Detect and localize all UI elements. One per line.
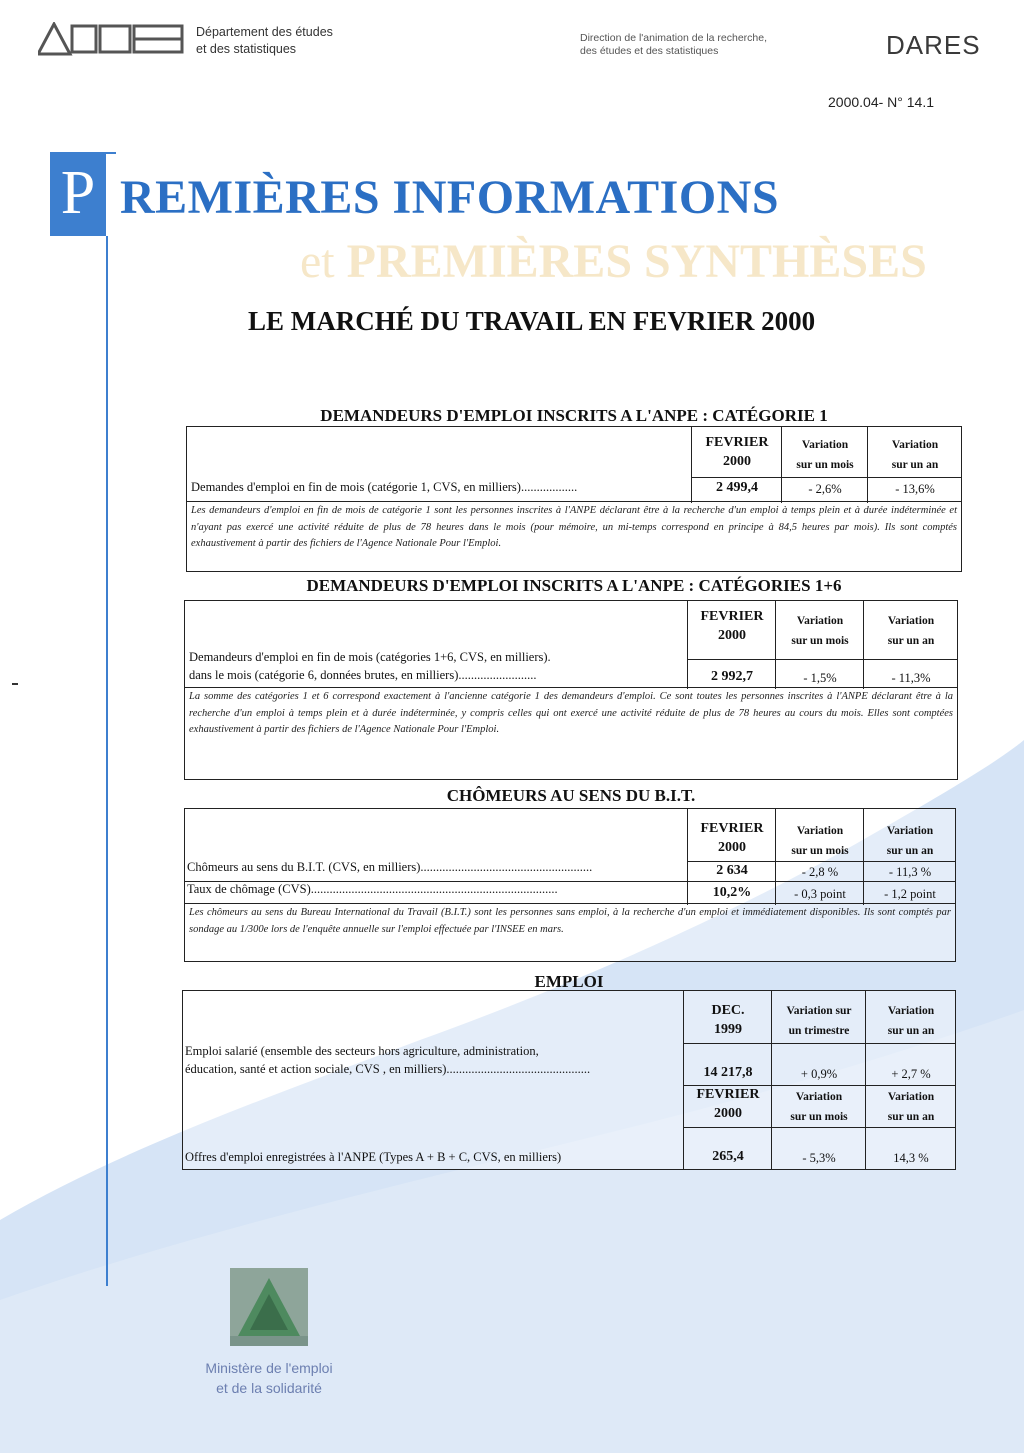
- direction-label: [580, 32, 767, 58]
- masthead-top-rule: [106, 152, 116, 154]
- header-line: Variation: [886, 825, 934, 837]
- section-3-row-1-value-1: 2 634: [716, 863, 748, 878]
- section-3-col3-header: [865, 821, 955, 861]
- ministry-logo: [230, 1268, 308, 1346]
- section-3-row-2-label: Taux de chômage (CVS)...............................................................................: [187, 882, 558, 896]
- section-1-note: Les demandeurs d'emploi en fin de mois de catégorie 1 sont les personnes inscrites à l'ANPE déclarant être à la recherche d'un emploi à temps plein et à durée indéterminée et n'ayant pas exercé une activité réduite de plus de 78 heures dans le mois (pour mémoire, un mi-temps correspond en principe à 84,5 heures par mois). Ils sont comptés exhaustivement à partir des fichiers de l'Agence Nationale Pour l'Emploi.: [191, 505, 957, 549]
- section-1-value-1: 2 499,4: [716, 480, 758, 495]
- section-4-colB2-header: [773, 1087, 865, 1127]
- section-4-row-1-value-2: + 0,9%: [800, 1067, 838, 1081]
- section-1-value-3: - 13,6%: [895, 482, 935, 496]
- section-1-header-rule: [691, 477, 961, 478]
- section-3-row-2-value-2: - 0,3 point: [794, 887, 846, 901]
- section-4-row-2-value-3: 14,3 %: [893, 1151, 929, 1165]
- section-4-row-2-value-1: 265,4: [712, 1149, 744, 1164]
- section-4-col-divider-3: [865, 991, 866, 1169]
- section-1-row-label: Demandes d'emploi en fin de mois (catégorie 1, CVS, en milliers)..................: [191, 480, 578, 494]
- header-line: un trimestre: [788, 1025, 850, 1037]
- header-line: sur un mois: [796, 459, 854, 471]
- section-1-table: [186, 426, 962, 572]
- header-line: sur un an: [891, 459, 939, 471]
- header-line: Variation: [887, 1005, 935, 1017]
- header-line: Variation: [796, 615, 844, 627]
- section-4-colA1-header: [685, 1001, 771, 1039]
- section-2-row-label-2: dans le mois (catégorie 6, données brutes, en milliers).........................: [189, 668, 537, 682]
- header-line: Variation: [891, 439, 939, 451]
- section-4-row-1-label-1: Emploi salarié (ensemble des secteurs hors agriculture, administration,: [185, 1044, 539, 1058]
- header-line: FEVRIER: [700, 821, 764, 836]
- header-line: FEVRIER: [700, 609, 764, 624]
- section-3-col1-header: [689, 819, 775, 857]
- direction-line-2: des études et des statistiques: [580, 45, 719, 57]
- section-1-col2-header: [783, 435, 867, 475]
- section-4-row-2-value-2: - 5,3%: [802, 1151, 836, 1165]
- section-4-header-rule-a: [683, 1043, 955, 1044]
- ministry-label: [186, 1358, 352, 1398]
- direction-line-1: Direction de l'animation de la recherche,: [580, 32, 768, 44]
- issue-number: 2000.04- N° 14.1: [828, 94, 935, 110]
- header-line: sur un an: [886, 845, 934, 857]
- section-3-col-divider-1: [687, 809, 688, 905]
- header-line: Variation: [801, 439, 849, 451]
- section-2-value-1: 2 992,7: [711, 669, 753, 684]
- section-4-heading: EMPLOI: [534, 972, 604, 991]
- section-2-col-divider-2: [775, 601, 776, 689]
- section-3-note-rule: [185, 903, 955, 904]
- header-line: FEVRIER: [696, 1087, 760, 1102]
- header-line: Variation: [887, 615, 935, 627]
- section-4-row-1-value-3: + 2,7 %: [891, 1067, 931, 1081]
- department-label: [196, 24, 333, 58]
- section-3-row-2-value-1: 10,2%: [712, 885, 752, 900]
- ministry-line-1: Ministère de l'emploi: [205, 1360, 333, 1376]
- section-2-col1-header: [689, 607, 775, 645]
- section-2-col-divider-1: [687, 601, 688, 689]
- section-3-table: [184, 808, 956, 962]
- section-1-note-rule: [187, 501, 961, 502]
- page-title: LE MARCHÉ DU TRAVAIL EN FEVRIER 2000: [248, 306, 816, 336]
- section-4-colB3-header: [867, 1087, 955, 1127]
- section-4-header-rule-b: [683, 1127, 955, 1128]
- section-4-colB1-header: [685, 1085, 771, 1123]
- header-line: DEC.: [711, 1003, 745, 1018]
- masthead-side-rule: [106, 236, 108, 1286]
- section-4-row-1-label-2: éducation, santé et action sociale, CVS , en milliers)..............................................: [185, 1062, 591, 1076]
- margin-mark: [12, 683, 18, 685]
- masthead-subtitle: [300, 234, 927, 289]
- header-line: Variation: [796, 825, 844, 837]
- header-line: 2000: [718, 628, 746, 643]
- header-line: Variation: [887, 1091, 935, 1103]
- section-2-value-3: - 11,3%: [891, 671, 931, 685]
- section-2-table: [184, 600, 958, 780]
- section-4-colA2-header: [773, 1001, 865, 1041]
- header-line: sur un an: [887, 1025, 935, 1037]
- section-3-note: Les chômeurs au sens du Bureau International du Travail (B.I.T.) sont les personnes sans emploi, à la recherche d'un emploi et immédiatement disponibles. Ils sont comptés par sondage au 1/300e lors de l'enquête annuelle sur l'emploi effectuée par l'INSEE en mars.: [189, 907, 951, 935]
- section-3-row-1-value-3: - 11,3 %: [888, 865, 932, 879]
- section-3-row-2-value-3: - 1,2 point: [884, 887, 936, 901]
- section-2-value-2: - 1,5%: [803, 671, 837, 685]
- header-line: sur un an: [887, 1111, 935, 1123]
- section-4-col-divider-2: [771, 991, 772, 1169]
- header-line: sur un an: [887, 635, 935, 647]
- section-4-row-1-value-1: 14 217,8: [703, 1065, 753, 1080]
- section-1-col1-header: [693, 433, 781, 471]
- dept-line-2: et des statistiques: [196, 42, 297, 56]
- header-line: sur un mois: [791, 845, 849, 857]
- header-line: sur un mois: [791, 635, 849, 647]
- section-1-col-divider-3: [867, 427, 868, 503]
- header-line: FEVRIER: [705, 435, 769, 450]
- section-1-col-divider-1: [691, 427, 692, 503]
- section-2-note-rule: [185, 687, 957, 688]
- section-1-col3-header: [869, 435, 961, 475]
- section-2-header-rule: [687, 659, 957, 660]
- masthead-title: REMIÈRES INFORMATIONS: [120, 171, 780, 224]
- section-3-heading: CHÔMEURS AU SENS DU B.I.T.: [446, 786, 696, 805]
- section-2-heading: DEMANDEURS D'EMPLOI INSCRITS A L'ANPE : CATÉGORIES 1+6: [306, 576, 842, 595]
- dares-label: DARES: [886, 30, 981, 60]
- section-1-value-2: - 2,6%: [808, 482, 842, 496]
- dept-line-1: Département des études: [196, 25, 333, 39]
- header-line: Variation: [795, 1091, 843, 1103]
- header-line: sur un mois: [790, 1111, 848, 1123]
- section-2-row-label-1: Demandeurs d'emploi en fin de mois (catégories 1+6, CVS, en milliers).: [189, 650, 551, 664]
- section-4-table: [182, 990, 956, 1170]
- masthead-subtitle-et: et: [300, 235, 335, 288]
- header-line: Variation sur: [786, 1005, 852, 1017]
- section-4-colA3-header: [867, 1001, 955, 1041]
- section-3-row-1-value-2: - 2,8 %: [801, 865, 839, 879]
- section-2-col3-header: [865, 611, 957, 651]
- section-1-col-divider-2: [781, 427, 782, 503]
- anpe-logo: [38, 22, 184, 56]
- section-2-col2-header: [777, 611, 863, 651]
- masthead-initial-box: [50, 152, 106, 236]
- section-3-col-divider-3: [863, 809, 864, 905]
- section-1-heading: DEMANDEURS D'EMPLOI INSCRITS A L'ANPE : CATÉGORIE 1: [320, 406, 828, 425]
- section-4-col-divider-1: [683, 991, 684, 1169]
- header-line: 2000: [718, 840, 746, 855]
- section-3-col2-header: [777, 821, 863, 861]
- masthead-subtitle-text: PREMIÈRES SYNTHÈSES: [346, 235, 927, 288]
- section-3-header-rule: [687, 861, 955, 862]
- section-2-col-divider-3: [863, 601, 864, 689]
- header-line: 1999: [714, 1022, 742, 1037]
- section-3-row-1-label: Chômeurs au sens du B.I.T. (CVS, en milliers).......................................................: [187, 860, 593, 874]
- section-4-row-2-label: Offres d'emploi enregistrées à l'ANPE (Types A + B + C, CVS, en milliers): [185, 1150, 562, 1164]
- section-2-note: La somme des catégories 1 et 6 correspond exactement à l'ancienne catégorie 1 des demandeurs d'emploi. Ce sont toutes les personnes inscrites à l'ANPE déclarant être à la recherche d'un emploi à temps plein et à durée indéterminée, y compris celles qui ont exercé une activité réduite de plus de 78 heures au cours du mois. Elles sont comptées exhaustivement à partir des fichiers de l'Agence Nationale Pour l'Emploi.: [189, 691, 953, 735]
- ministry-line-2: et de la solidarité: [216, 1380, 322, 1396]
- header-line: 2000: [723, 454, 751, 469]
- section-3-col-divider-2: [775, 809, 776, 905]
- masthead-initial: P: [60, 159, 96, 227]
- header-line: 2000: [714, 1106, 742, 1121]
